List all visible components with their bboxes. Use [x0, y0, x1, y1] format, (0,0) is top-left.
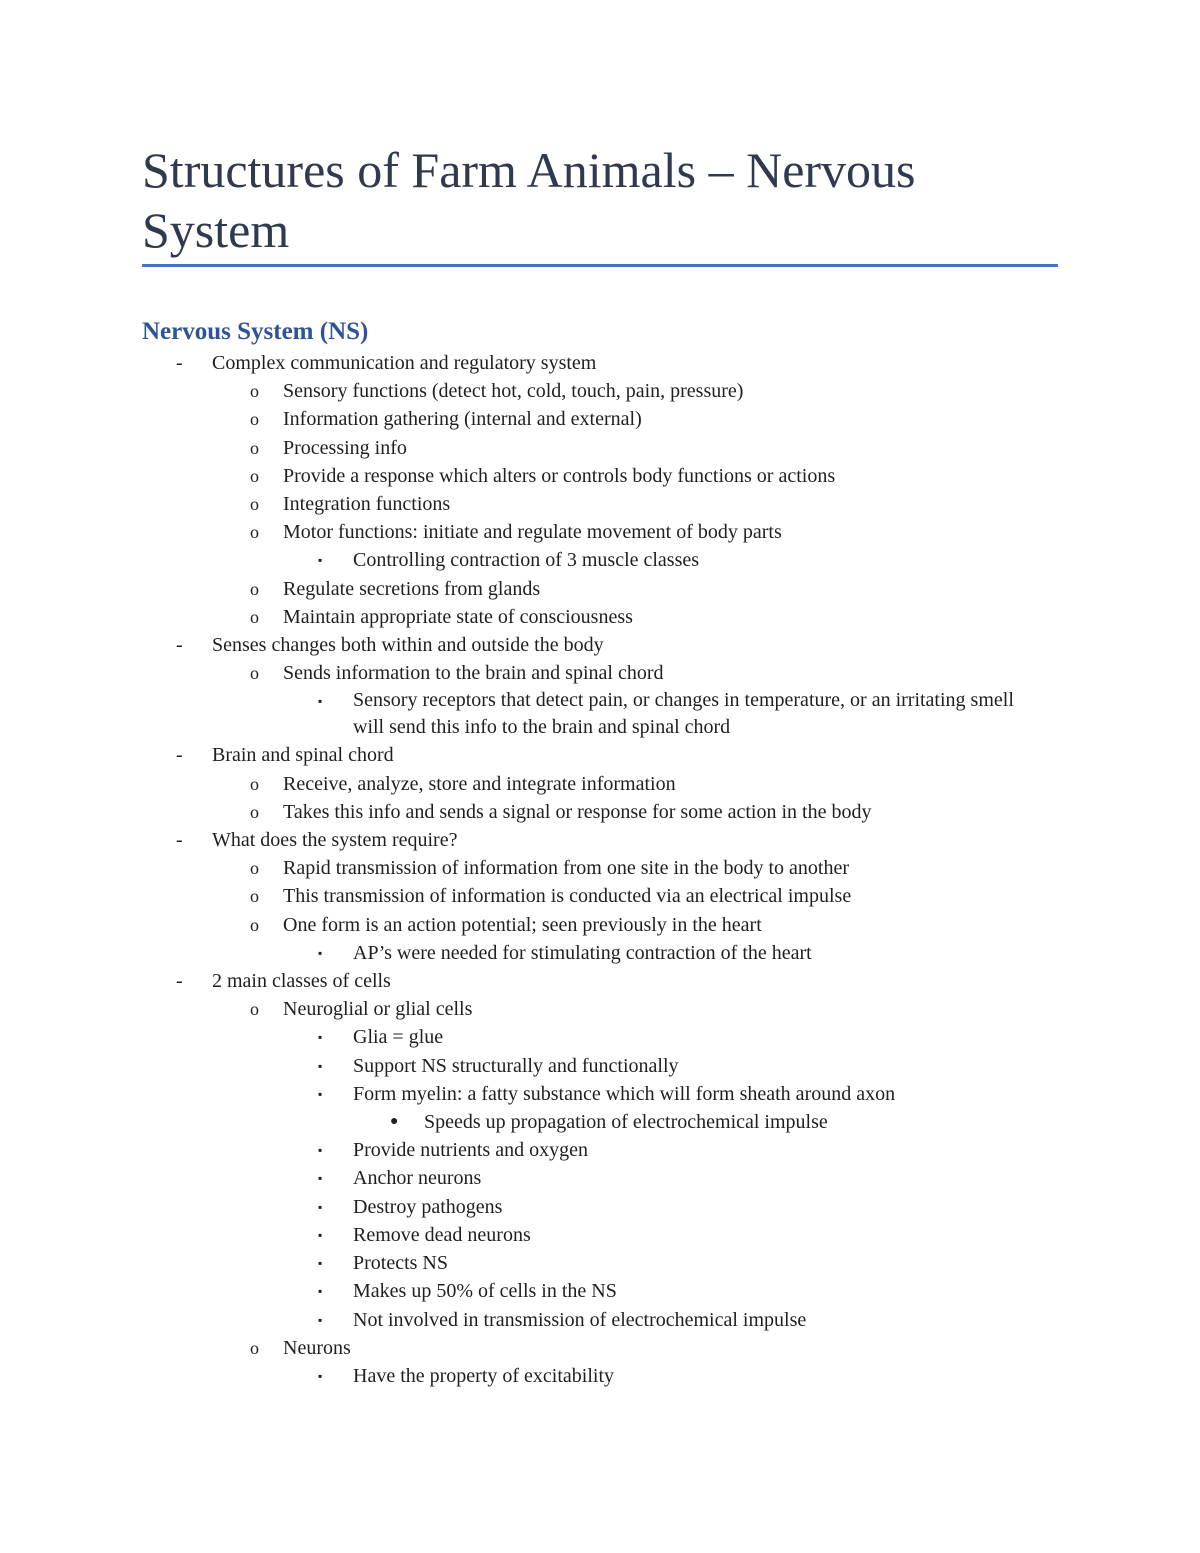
bullet-marker: ▪ [318, 1284, 323, 1299]
list-item-text: Destroy pathogens [353, 1195, 503, 1218]
list-item [0, 1193, 1200, 1221]
list-item-text: One form is an action potential; seen previously in the heart [283, 913, 762, 936]
list-item [0, 1277, 1200, 1305]
list-item-text: Sensory receptors that detect pain, or changes in temperature, or an irritating smell will send this info to the brain and spinal chord [353, 689, 1014, 739]
list-item-text: Support NS structurally and functionally [353, 1054, 679, 1077]
bullet-marker: - [176, 634, 183, 657]
bullet-marker: ▪ [318, 1171, 323, 1186]
list-item [0, 575, 1200, 603]
list-item [0, 1108, 1200, 1136]
list-item-text: Speeds up propagation of electrochemical impulse [424, 1111, 828, 1134]
bullet-marker: ▪ [318, 1058, 323, 1073]
bullet-marker: ▪ [318, 1030, 323, 1045]
bullet-marker: ▪ [318, 553, 323, 568]
list-item [0, 1334, 1200, 1362]
section-heading: Nervous System (NS) [142, 318, 369, 345]
list-item-text: Integration functions [283, 493, 451, 516]
list-item-text: Regulate secretions from glands [283, 577, 541, 600]
list-item [0, 462, 1200, 490]
list-item-text: AP’s were needed for stimulating contraction of the heart [353, 941, 812, 964]
list-item-text: Protects NS [353, 1252, 448, 1275]
bullet-marker: - [176, 352, 183, 374]
list-item [0, 1164, 1200, 1192]
bullet-marker: ▪ [318, 1199, 323, 1214]
list-item-text: 2 main classes of cells [212, 970, 391, 993]
list-item [0, 741, 1200, 769]
title-underline [142, 264, 1058, 267]
list-item [0, 1080, 1200, 1108]
list-item [0, 490, 1200, 518]
bullet-marker: o [250, 858, 259, 879]
bullet-marker: ▪ [318, 1227, 323, 1242]
list-item-text: Receive, analyze, store and integrate information [283, 772, 676, 795]
bullet-marker: - [176, 829, 183, 852]
list-item [0, 826, 1200, 854]
bullet-marker: o [250, 999, 259, 1020]
bullet-marker: o [250, 381, 259, 402]
list-item-text: Sends information to the brain and spinal chord [283, 662, 664, 685]
document-title: Structures of Farm Animals – Nervous System [142, 142, 916, 258]
bullet-marker: o [250, 409, 259, 430]
bullet-marker: ● [390, 1114, 399, 1130]
list-item-text: Processing info [283, 436, 407, 459]
list-item [0, 631, 1200, 659]
list-item [0, 854, 1200, 882]
bullet-marker: - [176, 744, 183, 767]
bullet-outline [0, 349, 1200, 1390]
list-item-text: Provide a response which alters or controls body functions or actions [283, 464, 836, 487]
list-item [0, 967, 1200, 995]
list-item-text: Glia = glue [353, 1026, 444, 1049]
list-item-text: This transmission of information is conducted via an electrical impulse [283, 885, 852, 908]
list-item-text: Motor functions: initiate and regulate movement of body parts [283, 521, 782, 544]
list-item [0, 659, 1200, 687]
list-item [0, 518, 1200, 546]
bullet-marker: o [250, 494, 259, 515]
bullet-marker: o [250, 773, 259, 794]
list-item-text: Have the property of excitability [353, 1364, 615, 1387]
list-item-text: Complex communication and regulatory system [212, 352, 597, 374]
bullet-marker: o [250, 914, 259, 935]
list-item [0, 434, 1200, 462]
bullet-marker: ▪ [318, 1086, 323, 1101]
list-item [0, 770, 1200, 798]
list-item [0, 939, 1200, 967]
list-item-text: Provide nutrients and oxygen [353, 1139, 588, 1162]
list-item-text: Maintain appropriate state of consciousness [283, 605, 633, 628]
list-item [0, 798, 1200, 826]
list-item-text: Sensory functions (detect hot, cold, touch, pain, pressure) [283, 380, 744, 403]
list-item [0, 546, 1200, 574]
bullet-marker: o [250, 886, 259, 907]
list-item [0, 1052, 1200, 1080]
bullet-marker: ▪ [318, 1368, 323, 1383]
list-item [0, 405, 1200, 433]
list-item-text: Anchor neurons [353, 1167, 482, 1190]
list-item-text: Form myelin: a fatty substance which will form sheath around axon [353, 1082, 896, 1105]
list-item [0, 687, 1200, 741]
list-item-text: Takes this info and sends a signal or response for some action in the body [283, 800, 872, 823]
list-item-text: What does the system require? [212, 829, 458, 852]
bullet-marker: ▪ [318, 1143, 323, 1158]
bullet-marker: o [250, 437, 259, 458]
list-item [0, 995, 1200, 1023]
list-item [0, 1306, 1200, 1334]
list-item-text: Brain and spinal chord [212, 744, 394, 767]
list-item-text: Remove dead neurons [353, 1223, 531, 1246]
list-item [0, 1249, 1200, 1277]
bullet-marker: o [250, 465, 259, 486]
list-item [0, 1362, 1200, 1390]
list-item-text: Neurons [283, 1336, 351, 1359]
list-item [0, 882, 1200, 910]
list-item [0, 1221, 1200, 1249]
list-item-text: Not involved in transmission of electrochemical impulse [353, 1308, 807, 1331]
list-item-text: Senses changes both within and outside the body [212, 634, 604, 657]
bullet-marker: o [250, 578, 259, 599]
list-item-text: Information gathering (internal and external) [283, 408, 642, 431]
list-item [0, 1023, 1200, 1051]
list-item-text: Makes up 50% of cells in the NS [353, 1280, 617, 1303]
list-item [0, 603, 1200, 631]
bullet-marker: o [250, 801, 259, 822]
list-item [0, 349, 1200, 377]
bullet-marker: ▪ [318, 945, 323, 960]
list-item [0, 377, 1200, 405]
bullet-marker: - [176, 970, 183, 993]
bullet-marker: ▪ [318, 694, 323, 709]
list-item [0, 1136, 1200, 1164]
bullet-marker: o [250, 606, 259, 627]
bullet-marker: ▪ [318, 1256, 323, 1271]
bullet-marker: ▪ [318, 1312, 323, 1327]
list-item-text: Neuroglial or glial cells [283, 998, 473, 1021]
list-item-text: Rapid transmission of information from one site in the body to another [283, 857, 850, 880]
list-item [0, 911, 1200, 939]
bullet-marker: o [250, 1337, 259, 1358]
bullet-marker: o [250, 663, 259, 684]
list-item-text: Controlling contraction of 3 muscle classes [353, 549, 700, 572]
bullet-marker: o [250, 522, 259, 543]
